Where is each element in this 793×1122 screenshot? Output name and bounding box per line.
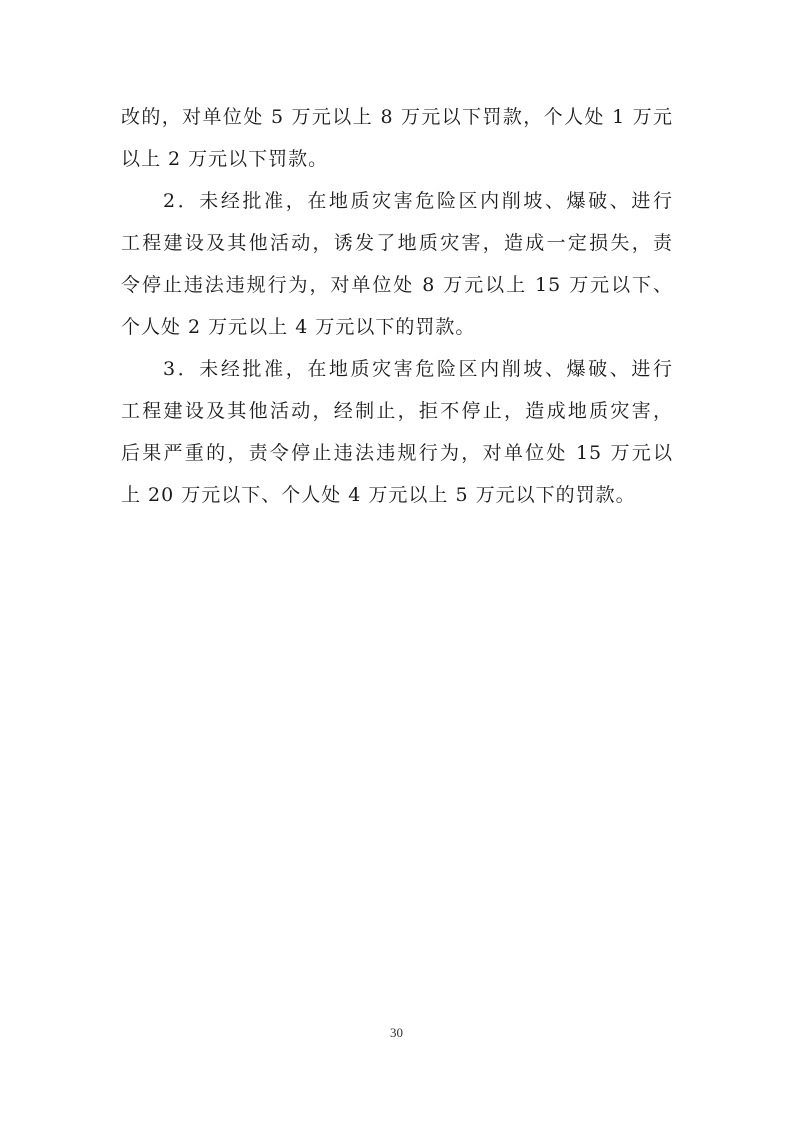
text-line: 上 20 万元以下、个人处 4 万元以上 5 万元以下的罚款。 [121, 484, 636, 506]
text-line: 后果严重的，责令停止违法违规行为，对单位处 15 万元以 [121, 442, 673, 464]
text-line: 3．未经批准，在地质灾害危险区内削坡、爆破、进行 [163, 358, 673, 380]
text-line: 个人处 2 万元以上 4 万元以下的罚款。 [121, 316, 476, 338]
paragraph-1 [121, 96, 673, 180]
text-line: 以上 2 万元以下罚款。 [121, 148, 329, 170]
text-line: 工程建设及其他活动，经制止，拒不停止，造成地质灾害， [121, 400, 673, 422]
paragraph-3 [121, 348, 673, 516]
text-line: 令停止违法违规行为，对单位处 8 万元以上 15 万元以下、 [121, 274, 673, 296]
text-line: 改的，对单位处 5 万元以上 8 万元以下罚款，个人处 1 万元 [121, 106, 673, 128]
text-line: 2．未经批准，在地质灾害危险区内削坡、爆破、进行 [163, 190, 673, 212]
paragraph-2 [121, 180, 673, 348]
body-text [121, 96, 673, 516]
page-number: 30 [390, 1025, 403, 1040]
text-line: 工程建设及其他活动，诱发了地质灾害，造成一定损失，责 [121, 232, 673, 254]
